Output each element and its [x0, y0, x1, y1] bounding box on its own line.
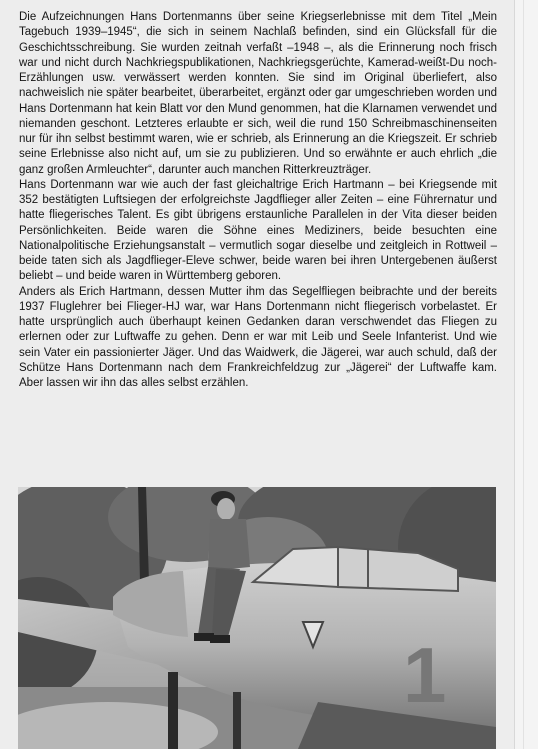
aircraft-number: 1: [403, 631, 447, 719]
paragraph-3: Anders als Erich Hartmann, dessen Mutter ihm das Segelfliegen beibrachte und der bereits 1937 Fluglehrer bei Flieger-HJ war, war Hans Dortenmann nicht fliegerisch vorbelastet. Er hatte ursprünglich auch überhaupt keinen Gedanken daran verschwendet das Fliegen zu erlernen oder zur Luftwaffe zu gehen. Denn er war mit Leib und Seele Infanterist. Und wie sein Vater ein passionierter Jäger. Und das Waidwerk, die Jägerei, war auch schuld, daß der Schütze Hans Dortenmann nach dem Frankreichfeldzug zur „Jägerei“ der Luftwaffe kam. Aber lassen wir ihn das alles selbst erzählen.: [19, 285, 497, 389]
aircraft-photo: [18, 487, 496, 749]
paragraph-2: Hans Dortenmann war wie auch der fast gleichaltrige Erich Hartmann – bei Kriegsende mit 352 bestätigten Luftsiegen der erfolgreichste Jagdflieger aller Zeiten – eine Führernatur und hatte fliegerisches Talent. Es gibt übrigens erstaunliche Parallelen in der Vita dieser beiden Persönlichkeiten. Beide waren die Söhne eines Mediziners, beide besuchten eine Nationalpolitische Erziehungsanstalt – vermutlich sogar dieselbe und zeitgleich in Rottweil – beide taten sich als Jagdflieger-Eleve schwer, beide waren bei ihren Untergebenen äußerst beliebt – und beide waren in Württemberg geboren.: [19, 178, 497, 283]
paragraph-1: Die Aufzeichnungen Hans Dortenmanns über seine Kriegserlebnisse mit dem Titel „Mein Tagebuch 1939–1945“, die sich in seinem Nachlaß befinden, sind ein Glücksfall für die Geschichtsschreibung. Sie wurden zeitnah verfaßt –1948 –, als die Erinnerung noch frisch war und nicht durch Nachkriegspublikationen, Nachkriegsgerüchte, Kamerad-weißt-Du noch-Erzählungen usw. verwässert werden konnten. Sie sind im Original überliefert, also nachweislich nie später bearbeitet, überarbeitet, ergänzt oder gar umgeschrieben worden und Hans Dortenmann hat kein Blatt vor den Mund genommen, hat die Klarnamen verwendet und niemanden geschont. Letzteres erlaubte er sich, weil die rund 150 Schreibmaschinenseiten nur für ihn selbst bestimmt waren, wie er schrieb, als Erinnerung an die Kriegszeit. Er schrieb seine Erlebnisse also nicht auf, um sie zu publizieren. Und so erwähnte er auch ehrlich „die ganz großen Armleuchter“, darunter auch manchen Ritterkreuzträger.: [19, 11, 497, 176]
body-text: [19, 10, 497, 391]
page-edge: [514, 0, 538, 749]
